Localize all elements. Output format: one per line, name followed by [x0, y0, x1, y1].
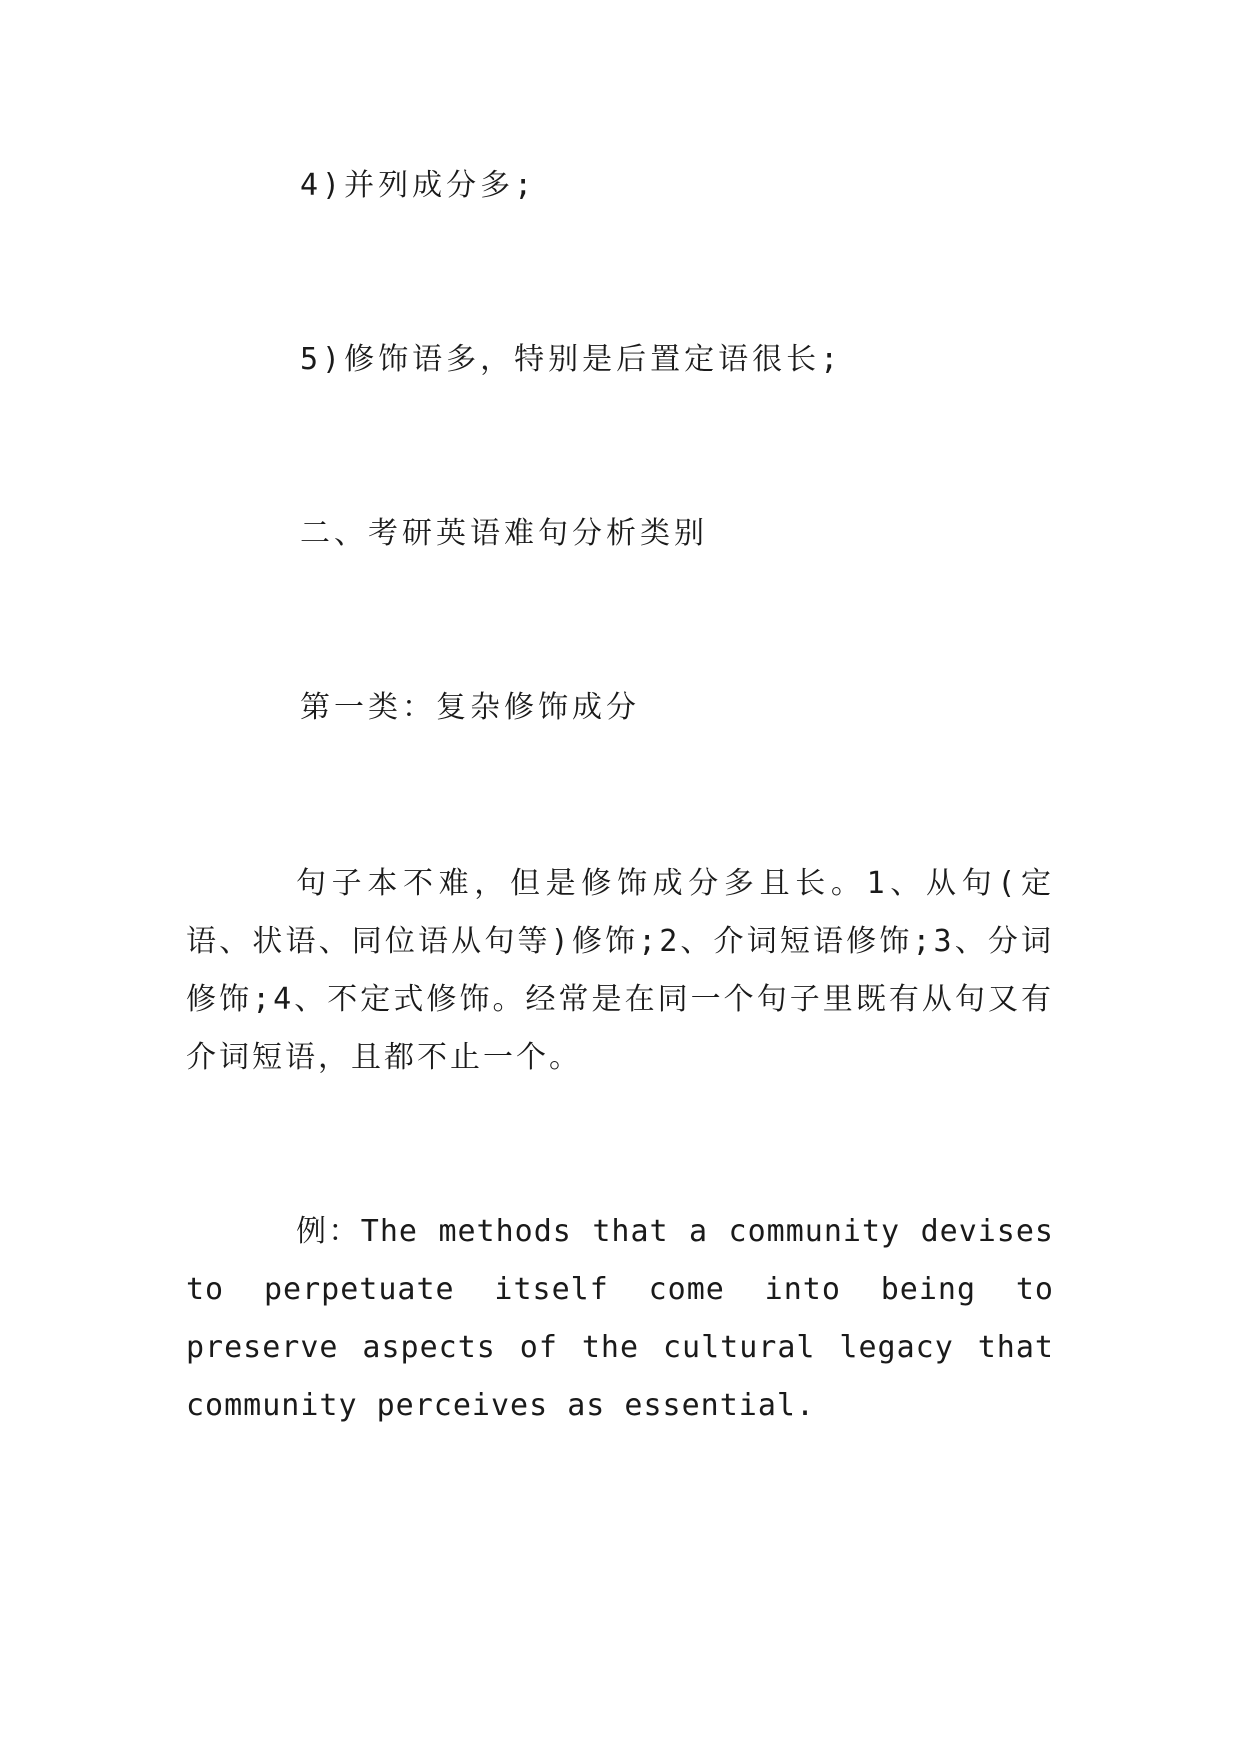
- list-item-5: 5)修饰语多，特别是后置定语很长;: [300, 342, 843, 377]
- example-paragraph: 例：The methods that a community devises to perpetuate itself come into being to preserve aspects of the cultural legacy that community perceives as essential.: [186, 1214, 1054, 1423]
- category-heading: 第一类：复杂修饰成分: [300, 690, 640, 725]
- list-item-4: 4)并列成分多;: [300, 168, 537, 203]
- section-heading: 二、考研英语难句分析类别: [300, 516, 708, 551]
- category-description: 句子本不难，但是修饰成分多且长。1、从句(定语、状语、同位语从句等)修饰;2、介词短语修饰;3、分词修饰;4、不定式修饰。经常是在同一个句子里既有从句又有介词短语，且都不止一个。: [186, 866, 1054, 1075]
